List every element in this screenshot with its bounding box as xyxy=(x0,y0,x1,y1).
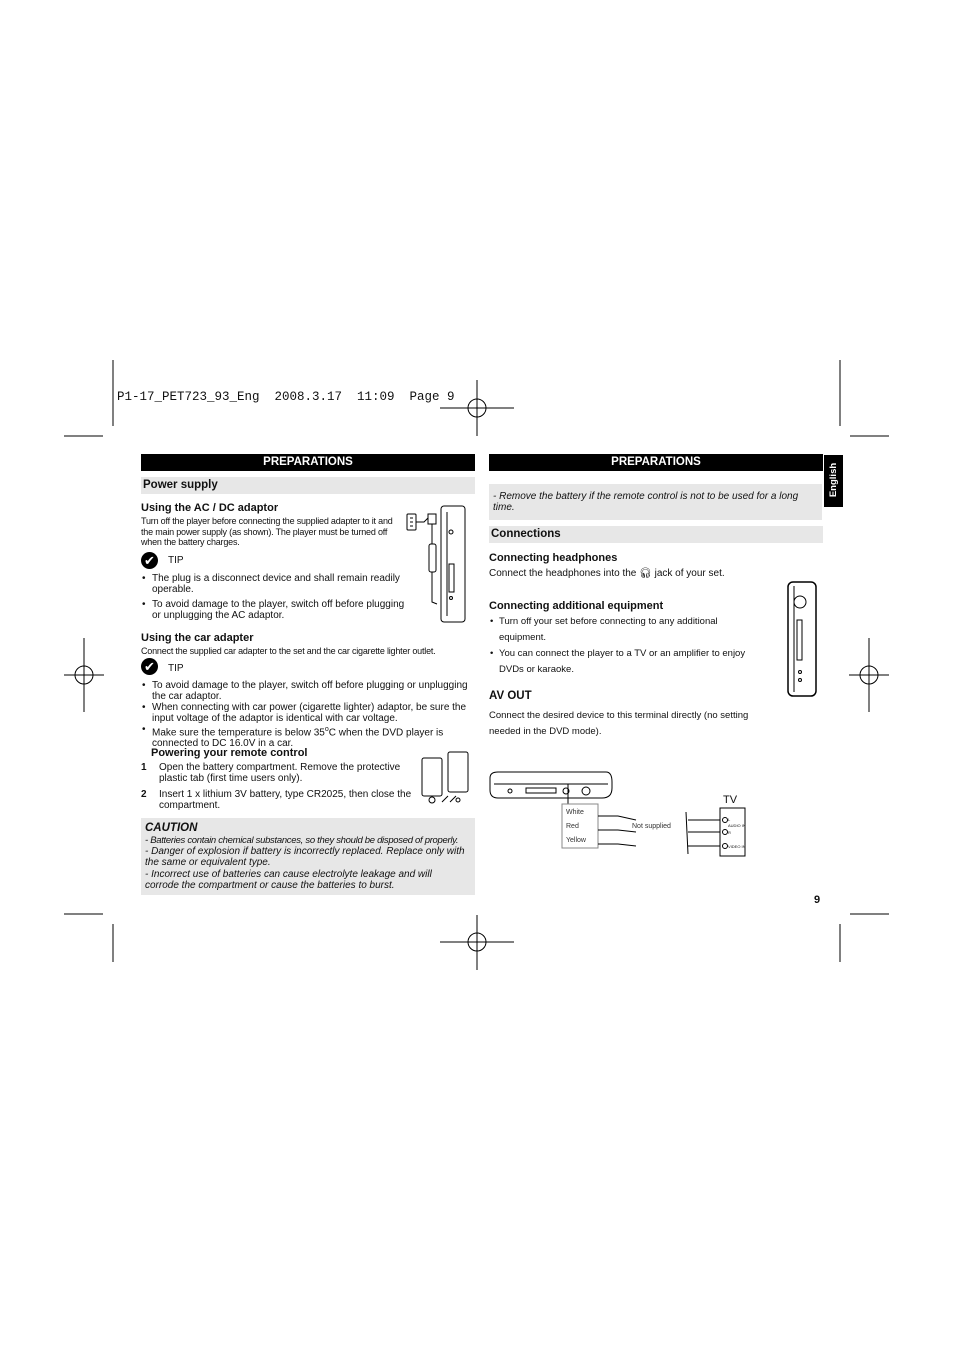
caution-item: - Danger of explosion if battery is incorrectly replaced. Replace only with the same or equivalent type. xyxy=(145,846,465,868)
right-section-bar: PREPARATIONS xyxy=(489,454,823,471)
list-item: • Turn off your set before connecting to any additional equipment. xyxy=(489,614,763,646)
tv-port-label: AUDIO IN xyxy=(728,823,746,828)
list-item: • Make sure the temperature is below 35$^o$C when the DVD player is connected to DC 16.0V in a car. xyxy=(141,724,469,749)
tip-label: TIP xyxy=(168,663,184,674)
step-item: 2 Insert 1 x lithium 3V battery, type CR2025, then close the compartment. xyxy=(141,789,412,811)
left-section-bar: PREPARATIONS xyxy=(141,454,475,471)
step-item: 1 Open the battery compartment. Remove the protective plastic tab (first time users only). xyxy=(141,762,401,784)
av-out-title: AV OUT xyxy=(489,690,532,702)
side-tab-label: English xyxy=(828,462,839,498)
av-connection-diagram xyxy=(488,768,758,858)
caution-title: CAUTION xyxy=(145,822,198,834)
tv-label: TV xyxy=(723,794,738,806)
tip-label: TIP xyxy=(168,555,184,566)
car-adapter-title: Using the car adapter xyxy=(141,632,254,644)
caution-item: - Incorrect use of batteries can cause electrolyte leakage and will corrode the compartment or cause the batteries to burst. xyxy=(145,869,432,891)
connections-heading: Connections xyxy=(489,526,823,543)
additional-equipment-title: Connecting additional equipment xyxy=(489,600,664,612)
page-number: 9 xyxy=(814,894,821,906)
tip2-list xyxy=(141,680,469,749)
tv-port-label: VIDEO IN xyxy=(728,844,746,849)
tv-port-label: R xyxy=(728,830,731,835)
headphones-title: Connecting headphones xyxy=(489,552,618,564)
cable-label-white: White xyxy=(566,809,584,816)
tip1-list xyxy=(141,573,407,621)
list-item: • You can connect the player to a TV or an amplifier to enjoy DVDs or karaoke. xyxy=(489,646,763,678)
ac-adaptor-text: Turn off the player before connecting the supplied adapter to it and the main power supply (as shown). The player must be turned off when the battery charges. xyxy=(141,516,393,547)
check-icon: ✔ xyxy=(141,552,158,569)
cable-label-yellow: Yellow xyxy=(566,837,586,844)
av-out-text: Connect the desired device to this terminal directly (no setting needed in the DVD mode). xyxy=(489,710,749,737)
car-adapter-text: Connect the supplied car adapter to the set and the car cigarette lighter outlet. xyxy=(141,646,436,656)
ac-adaptor-illustration xyxy=(404,504,474,624)
headphones-icon: 🎧︎ xyxy=(639,568,652,579)
remote-power-title: Powering your remote control xyxy=(151,747,308,759)
check-icon: ✔ xyxy=(141,658,158,675)
cable-label-red: Red xyxy=(566,823,579,830)
not-supplied-label: Not supplied xyxy=(632,823,671,830)
list-item: • The plug is a disconnect device and shall remain readily operable. xyxy=(141,573,407,595)
remote-battery-illustration xyxy=(420,752,470,812)
print-slug: P1-17_PET723_93_Eng 2008.3.17 11:09 Page 9 xyxy=(117,390,455,404)
list-item: • To avoid damage to the player, switch off before plugging or unplugging the car adaptor. xyxy=(141,680,469,702)
caution-box xyxy=(141,818,475,895)
caution-item: - Batteries contain chemical substances, so they should be disposed of properly. xyxy=(145,835,459,846)
ac-adaptor-title: Using the AC / DC adaptor xyxy=(141,502,279,514)
additional-list xyxy=(489,614,763,678)
remote-steps xyxy=(141,762,413,811)
tv-port-label: L xyxy=(728,817,731,822)
remove-battery-note xyxy=(489,484,822,520)
list-item: • When connecting with car power (cigarette lighter) adaptor, be sure the input voltage of the adaptor is identical with car voltage. xyxy=(141,702,469,724)
player-side-illustration xyxy=(786,580,818,700)
remove-battery-text: - Remove the battery if the remote control is not to be used for a long time. xyxy=(493,491,799,513)
list-item: • To avoid damage to the player, switch off before plugging or unplugging the AC adaptor. xyxy=(141,599,407,621)
headphones-text: Connect the headphones into the 🎧︎ jack of your set. xyxy=(489,568,725,579)
power-supply-heading: Power supply xyxy=(141,477,475,494)
